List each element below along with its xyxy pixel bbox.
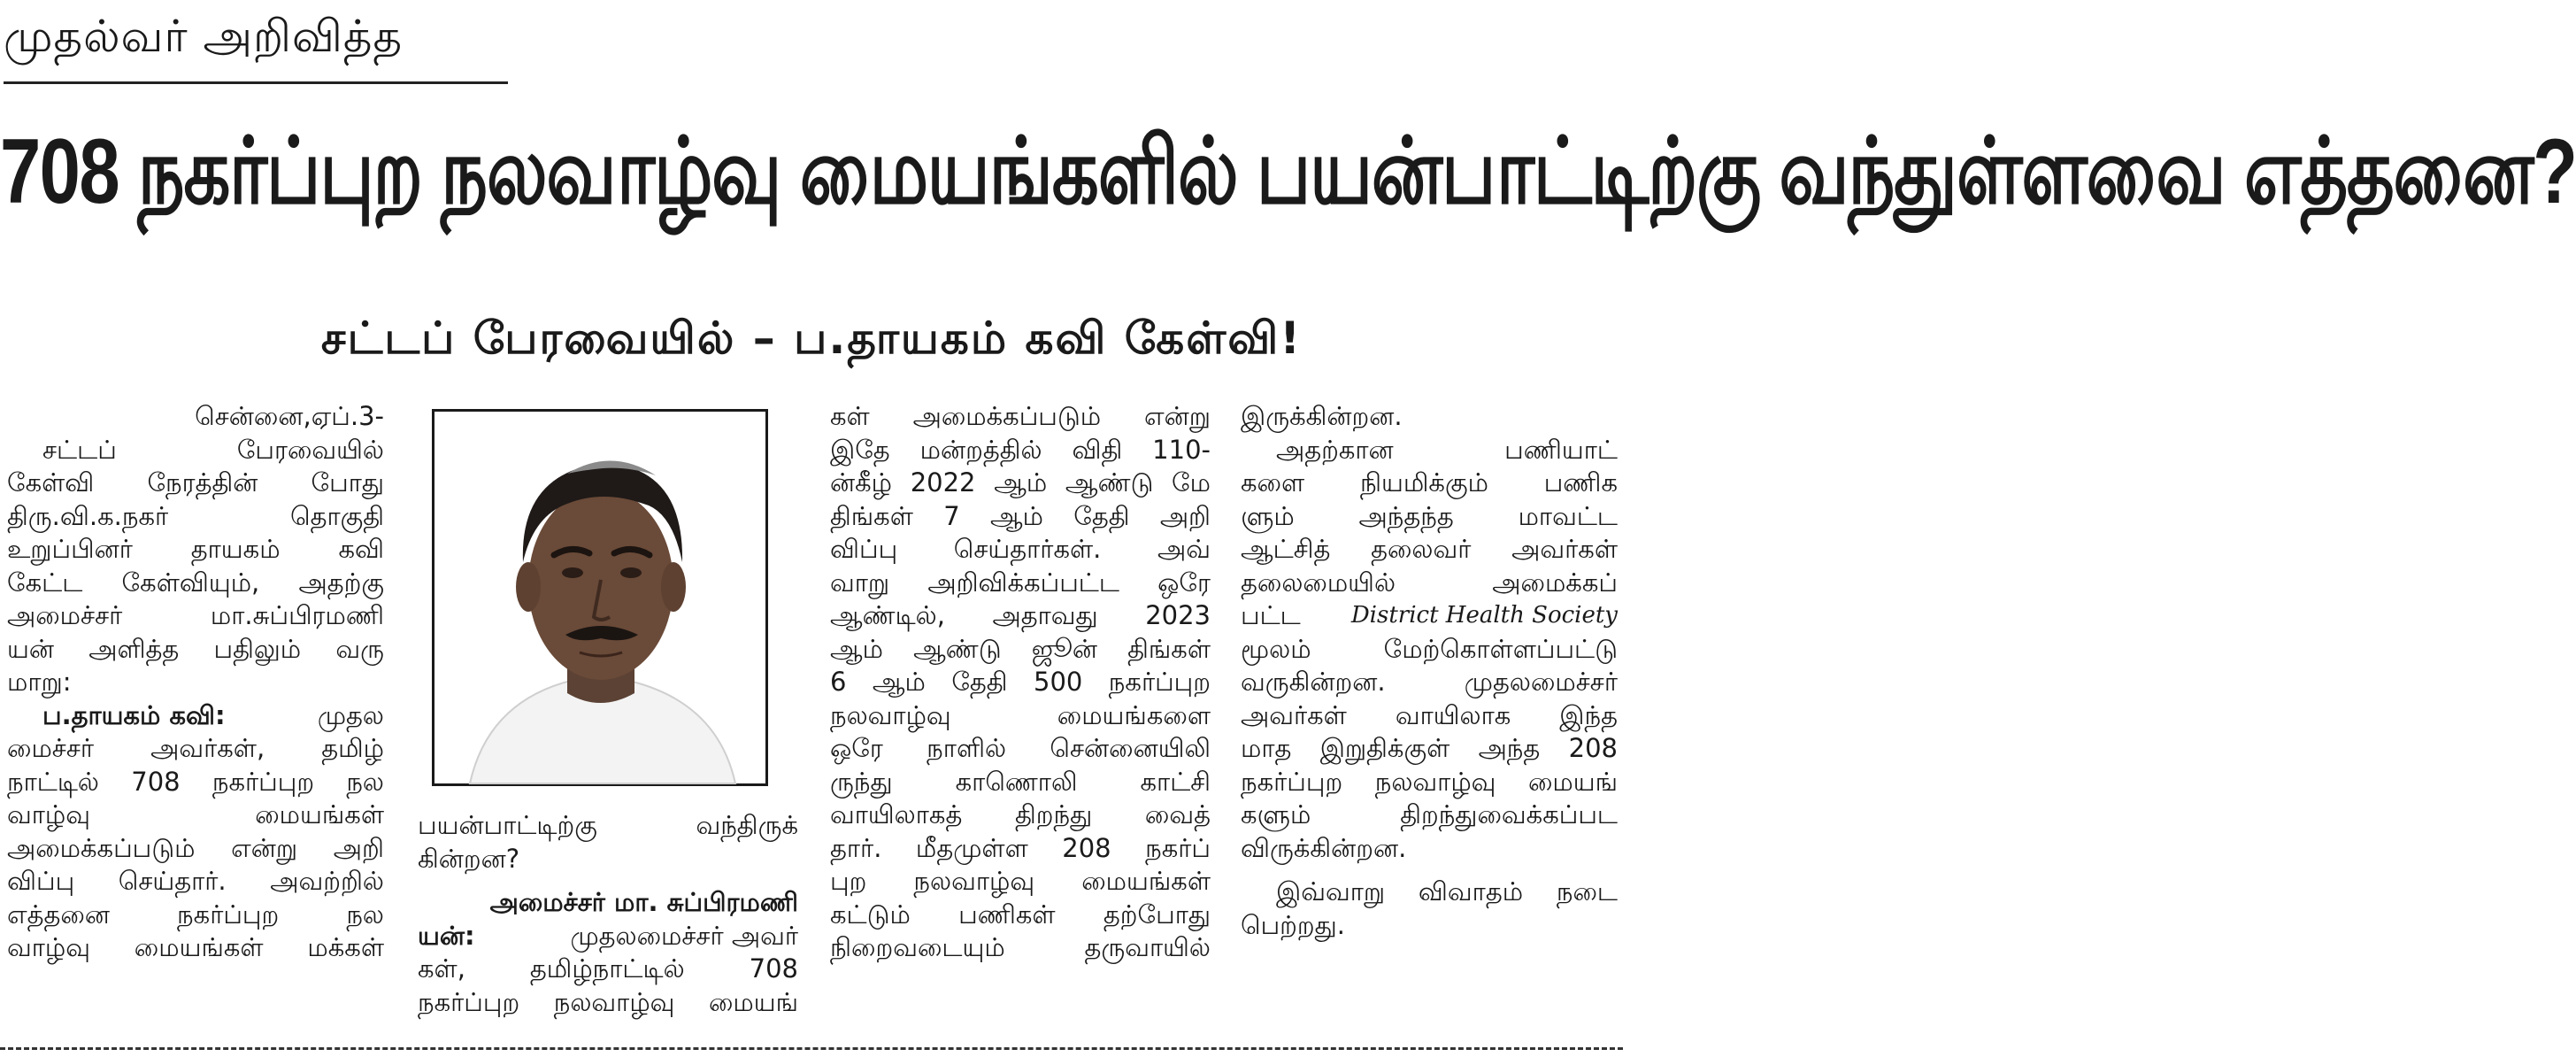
- text-line: ருந்து காணொலி காட்சி: [830, 766, 1211, 797]
- text-line: பெற்றது.: [1241, 909, 1345, 940]
- text-line: திங்கள் 7 ஆம் தேதி அறி: [830, 500, 1211, 531]
- text-line: சட்டப் பேரவையில்: [42, 434, 384, 465]
- text-line: திரு.வி.க.நகர் தொகுதி: [7, 500, 384, 531]
- text-line: யன் அளித்த பதிலும் வரு: [7, 633, 384, 664]
- text-line: மாத இறுதிக்குள் அந்த 208: [1241, 733, 1618, 763]
- text-line: 6 ஆம் தேதி 500 நகர்ப்புற: [830, 667, 1211, 697]
- text-line: இவ்வாறு விவாதம் நடை: [1276, 876, 1618, 907]
- text-line: எத்தனை நகர்ப்புற நல: [7, 899, 384, 930]
- text-line: ஆட்சித் தலைவர் அவர்கள்: [1241, 534, 1618, 564]
- bottom-dashed-rule: [0, 1047, 1623, 1050]
- text-line: வாழ்வு மையங்கள் மக்கள்: [7, 932, 384, 962]
- text-line: வாறு அறிவிக்கப்பட்ட ஒரே: [830, 567, 1211, 598]
- paragraph-gap: [1241, 865, 1618, 876]
- text-line: [7, 699, 384, 733]
- article-column-1: [7, 400, 384, 965]
- subheadline: சட்டப் பேரவையில் – ப.தாயகம் கவி கேள்வி!: [320, 312, 1303, 364]
- text-line: கட்டும் பணிகள் தற்போது: [830, 899, 1211, 930]
- text-line: உறுப்பினர் தாயகம் கவி: [7, 534, 384, 564]
- article-column-2: [418, 809, 798, 1019]
- text-line: களை நியமிக்கும் பணிக: [1241, 467, 1618, 498]
- speaker-label: யன்:: [418, 920, 475, 951]
- text-line: இருக்கின்றன.: [1241, 401, 1403, 431]
- text-line: நகர்ப்புற நலவாழ்வு மையங்: [1241, 766, 1618, 797]
- speaker-label: அமைச்சர் மா. சுப்பிரமணி: [489, 887, 798, 917]
- text-line: அதற்கான பணியாட்: [1276, 434, 1618, 465]
- text-line: களும் திறந்துவைக்கப்பட: [1241, 799, 1618, 829]
- text-line: கள் அமைக்கப்படும் என்று: [830, 401, 1211, 431]
- text-fragment: பட்ட: [1241, 600, 1301, 630]
- text-line: கேள்வி நேரத்தின் போது: [7, 467, 384, 498]
- text-line: அவர்கள் வாயிலாக இந்த: [1241, 699, 1618, 730]
- kicker-underline: [4, 81, 508, 84]
- text-line: ன்கீழ் 2022 ஆம் ஆண்டு மே: [830, 467, 1211, 498]
- text-line: நிறைவடையும் தருவாயில்: [830, 932, 1211, 962]
- text-fragment: முதல: [317, 699, 384, 730]
- text-line: [418, 920, 798, 953]
- portrait-photo: [432, 409, 768, 786]
- text-line: கின்றன?: [418, 843, 520, 874]
- text-line: கேட்ட கேள்வியும், அதற்கு: [7, 567, 384, 598]
- text-fragment: முதலமைச்சர் அவர்: [570, 920, 798, 951]
- text-line: மாறு:: [7, 667, 72, 697]
- text-line: ஆம் ஆண்டு ஜூன் திங்கள்: [830, 633, 1211, 664]
- article-column-3: [830, 400, 1211, 965]
- paragraph-gap: [418, 876, 798, 886]
- text-line: நகர்ப்புற நலவாழ்வு மையங்: [418, 986, 798, 1017]
- speaker-label: ப.தாயகம் கவி:: [42, 699, 226, 730]
- portrait-photo-icon: [434, 412, 765, 783]
- text-line: மூலம் மேற்கொள்ளப்பட்டு: [1241, 633, 1618, 664]
- text-line: ளும் அந்தந்த மாவட்ட: [1241, 500, 1618, 531]
- text-line: ஒரே நாளில் சென்னையிலி: [830, 733, 1211, 763]
- text-line: வருகின்றன. முதலமைச்சர்: [1241, 667, 1618, 697]
- text-line: மைச்சர் அவர்கள், தமிழ்: [7, 733, 384, 763]
- text-line: இதே மன்றத்தில் விதி 110-: [830, 434, 1211, 465]
- english-term: District Health Society: [1350, 602, 1618, 629]
- text-line: அமைக்கப்படும் என்று அறி: [7, 832, 384, 863]
- text-line: [1241, 599, 1618, 633]
- dateline: சென்னை,ஏப்.3-: [195, 401, 384, 431]
- text-line: விப்பு செய்தார்கள். அவ்: [830, 534, 1211, 564]
- headline: 708 நகர்ப்புற நலவாழ்வு மையங்களில் பயன்பாட்டிற்கு வந்துள்ளவை எத்தனை?: [0, 120, 2576, 223]
- text-line: ஆண்டில், அதாவது 2023: [830, 600, 1211, 630]
- text-line: புற நலவாழ்வு மையங்கள்: [830, 866, 1211, 896]
- text-line: நாட்டில் 708 நகர்ப்புற நல: [7, 766, 384, 797]
- kicker-title: முதல்வர் அறிவித்த: [4, 11, 404, 62]
- text-line: அமைச்சர் மா.சுப்பிரமணி: [7, 600, 384, 630]
- article-column-4: [1241, 400, 1618, 942]
- text-line: கள், தமிழ்நாட்டில் 708: [418, 953, 798, 984]
- text-line: விருக்கின்றன.: [1241, 832, 1407, 863]
- text-line: வாழ்வு மையங்கள்: [7, 799, 384, 829]
- text-line: பயன்பாட்டிற்கு வந்திருக்: [418, 810, 798, 840]
- text-line: விப்பு செய்தார். அவற்றில்: [7, 866, 384, 896]
- text-line: வாயிலாகத் திறந்து வைத்: [830, 799, 1211, 829]
- text-line: தார். மீதமுள்ள 208 நகர்ப்: [830, 832, 1211, 863]
- text-line: நலவாழ்வு மையங்களை: [830, 699, 1211, 730]
- text-line: தலைமையில் அமைக்கப்: [1241, 567, 1618, 598]
